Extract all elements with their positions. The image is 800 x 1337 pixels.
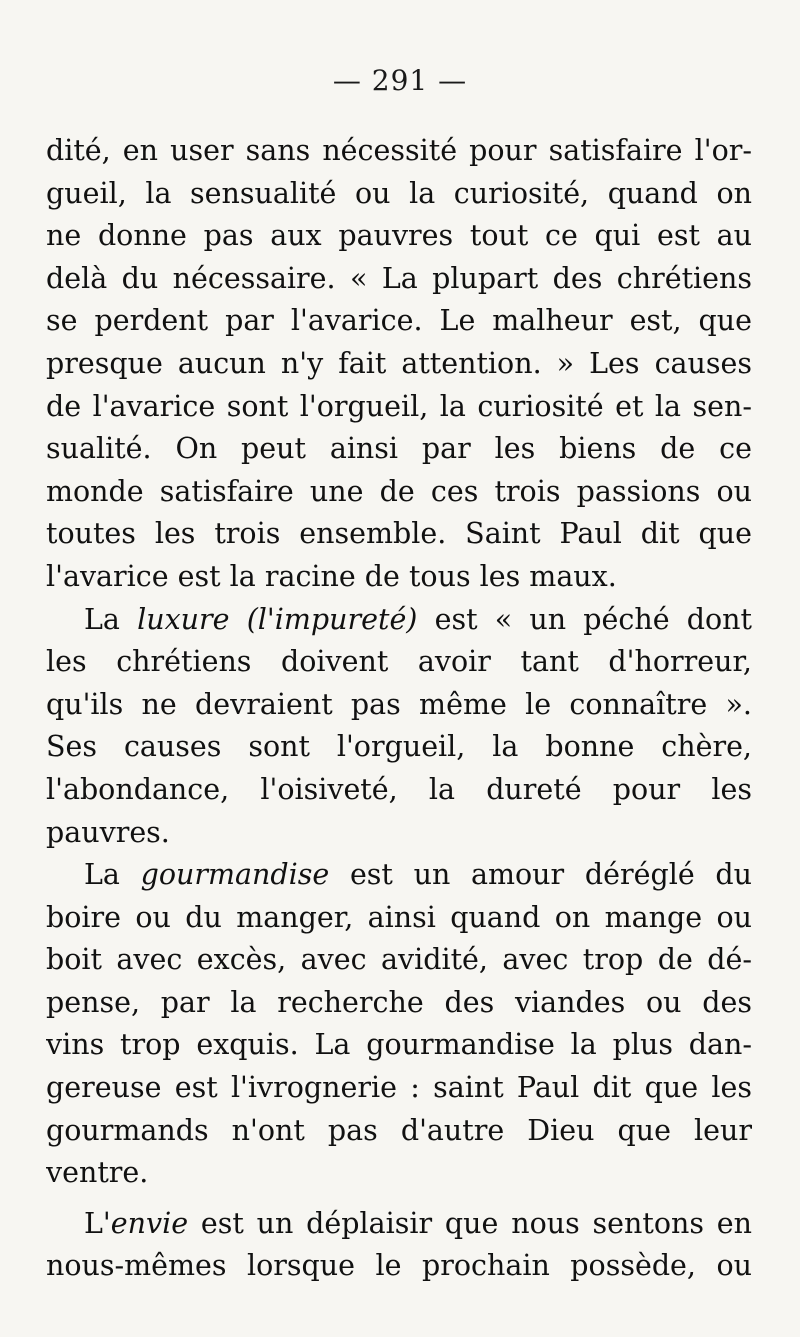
paragraph-first-line (46, 599, 752, 642)
body-text (46, 130, 752, 1288)
defined-term: envie (110, 1206, 189, 1240)
text-line: l'abondance, l'oisiveté, la dureté pour les (46, 772, 752, 806)
text-line: ne donne pas aux pauvres tout ce qui est au (46, 219, 752, 253)
paragraph-lead: L' (84, 1206, 111, 1240)
text-line: est « un péché dont (417, 602, 752, 636)
text-line: nous-mêmes lorsque le prochain possède, ou (46, 1249, 752, 1283)
text-line: l'avarice est la racine de tous les maux. (46, 559, 617, 593)
text-line: boit avec excès, avec avidité, avec trop de dé- (46, 943, 752, 977)
text-line: boire ou du manger, ainsi quand on mange ou (46, 900, 752, 934)
text-line: sualité. On peut ainsi par les biens de ce (46, 432, 752, 466)
text-line: se perdent par l'avarice. Le malheur est, que (46, 304, 752, 338)
defined-term: gourmandise (140, 858, 330, 892)
text-line: de l'avarice sont l'orgueil, la curiosité et la sen- (46, 389, 752, 423)
text-line: vins trop exquis. La gourmandise la plus dan- (46, 1028, 752, 1062)
text-line: toutes les trois ensemble. Saint Paul dit que (46, 517, 752, 551)
text-line: dité, en user sans nécessité pour satisfaire l'or- (46, 134, 752, 167)
page-number: — 291 — (332, 64, 468, 97)
paragraph-lead: La (84, 858, 141, 892)
text-line: Ses causes sont l'orgueil, la bonne chère, (46, 730, 752, 764)
paragraph-first-line (46, 1203, 752, 1246)
text-line: est un déplaisir que nous sentons en (188, 1206, 752, 1240)
text-line: gourmands n'ont pas d'autre Dieu que leur (46, 1113, 752, 1147)
text-line: ventre. (46, 1156, 149, 1190)
text-line: les chrétiens doivent avoir tant d'horreur, (46, 645, 752, 679)
paragraph-lead: La (84, 602, 138, 636)
text-line: gueil, la sensualité ou la curiosité, quand on (46, 176, 752, 210)
text-line: est un amour déréglé du (329, 858, 752, 892)
text-line: gereuse est l'ivrognerie : saint Paul dit que les (46, 1071, 752, 1105)
text-line: qu'ils ne devraient pas même le connaître ». (46, 687, 752, 721)
defined-term: luxure (l'impureté) (137, 602, 418, 636)
paragraph-first-line (46, 854, 752, 897)
text-line: delà du nécessaire. « La plupart des chrétiens (46, 261, 752, 295)
text-line: presque aucun n'y fait attention. » Les causes (46, 346, 752, 380)
text-line: monde satisfaire une de ces trois passions ou (46, 474, 752, 508)
text-line: pense, par la recherche des viandes ou des (46, 985, 752, 1019)
text-line: pauvres. (46, 815, 170, 849)
